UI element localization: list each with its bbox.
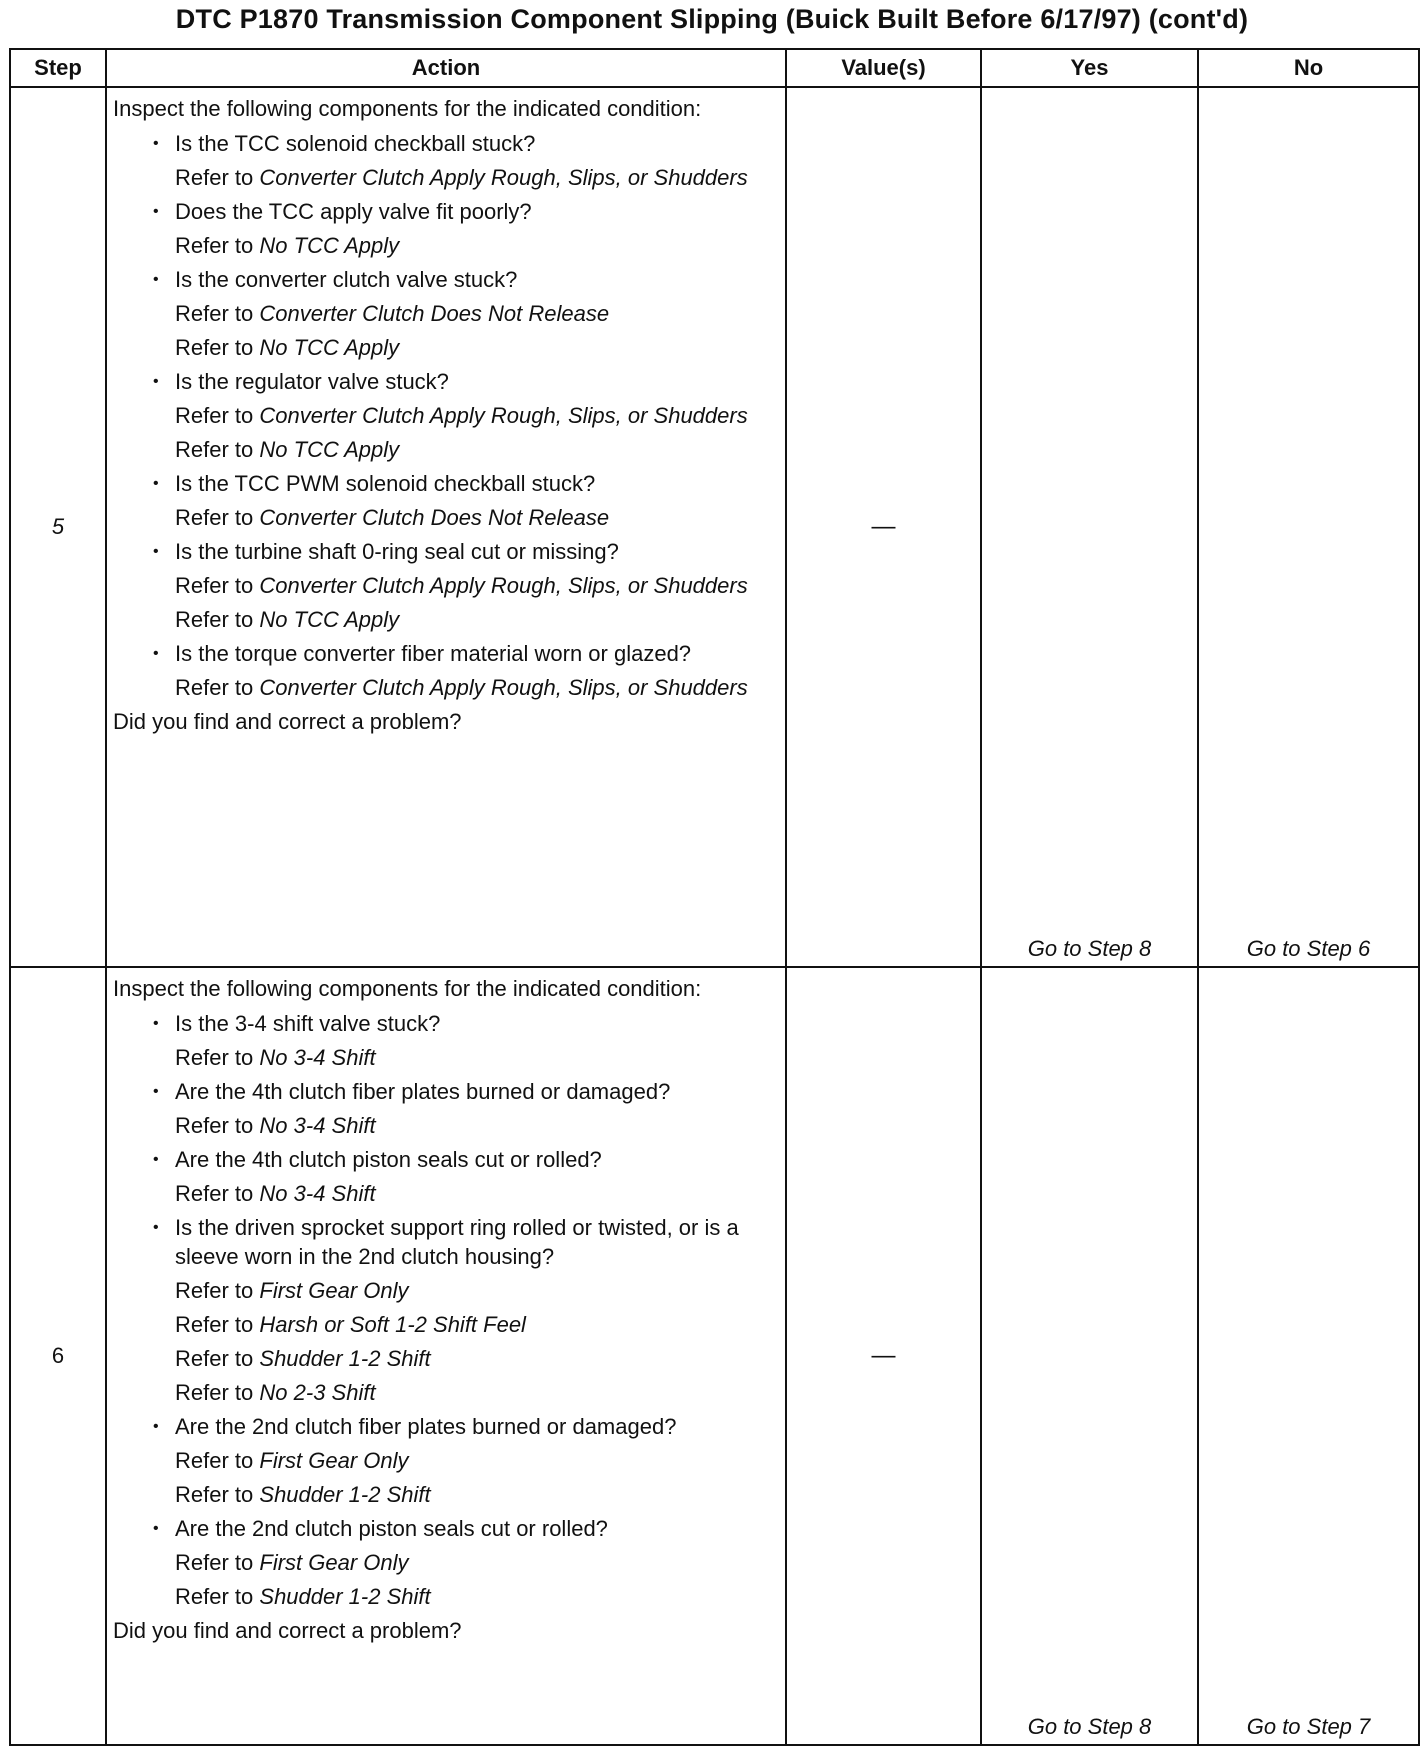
check-question: [113, 367, 779, 396]
final-question: Did you find and correct a problem?: [113, 709, 462, 734]
action-cell: [106, 967, 786, 1745]
reference-target: Shudder 1-2 Shift: [259, 1584, 431, 1609]
question-text: Is the driven sprocket support ring rolled or twisted, or is a sleeve worn in the 2nd clutch housing?: [175, 1215, 739, 1269]
action-content: [107, 968, 785, 1649]
reference-line: [113, 1480, 779, 1509]
check-question: [113, 537, 779, 566]
question-text: Are the 4th clutch fiber plates burned or damaged?: [175, 1079, 671, 1104]
refer-to-label: Refer to: [175, 1482, 254, 1507]
check-question: [113, 639, 779, 668]
question-text: Is the converter clutch valve stuck?: [175, 267, 518, 292]
refer-to-label: Refer to: [175, 1113, 254, 1138]
reference-target: No 3-4 Shift: [259, 1045, 376, 1070]
refer-to-label: Refer to: [175, 505, 254, 530]
diagnostic-table: [9, 48, 1420, 1746]
question-text: Is the regulator valve stuck?: [175, 369, 449, 394]
reference-line: [113, 503, 779, 532]
reference-line: [113, 1043, 779, 1072]
bullet-icon: •: [153, 1520, 159, 1537]
reference-line: [113, 673, 779, 702]
refer-to-label: Refer to: [175, 573, 254, 598]
check-question: [113, 1077, 779, 1106]
question-text: Is the 3-4 shift valve stuck?: [175, 1011, 441, 1036]
bullet-icon: •: [153, 1015, 159, 1032]
step-row-5: [10, 87, 1419, 967]
no-goto: Go to Step 7: [1246, 1714, 1371, 1739]
reference-line: [113, 1111, 779, 1140]
reference-line: [113, 231, 779, 260]
reference-line: [113, 1446, 779, 1475]
bullet-icon: •: [153, 1083, 159, 1100]
action-cell: [106, 87, 786, 967]
step-header: Step: [10, 49, 106, 87]
bullet-icon: •: [153, 271, 159, 288]
action-content: [107, 88, 785, 740]
bullet-icon: •: [153, 475, 159, 492]
bullet-icon: •: [153, 1219, 159, 1236]
refer-to-label: Refer to: [175, 1181, 254, 1206]
reference-target: First Gear Only: [259, 1278, 409, 1303]
check-question: [113, 197, 779, 226]
reference-target: Converter Clutch Apply Rough, Slips, or Shudders: [259, 165, 748, 190]
refer-to-label: Refer to: [175, 1278, 254, 1303]
reference-line: [113, 435, 779, 464]
reference-target: Converter Clutch Apply Rough, Slips, or Shudders: [259, 403, 748, 428]
intro-text: Inspect the following components for the indicated condition:: [113, 976, 702, 1001]
reference-line: [113, 605, 779, 634]
reference-target: No 3-4 Shift: [259, 1113, 376, 1138]
step-row-6: [10, 967, 1419, 1745]
yes-goto: Go to Step 8: [1027, 936, 1152, 961]
bullet-icon: •: [153, 543, 159, 560]
refer-to-label: Refer to: [175, 1550, 254, 1575]
step-number: 5: [10, 87, 106, 967]
refer-to-label: Refer to: [175, 1380, 254, 1405]
refer-to-label: Refer to: [175, 1448, 254, 1473]
reference-target: First Gear Only: [259, 1550, 409, 1575]
check-question: [113, 265, 779, 294]
reference-line: [113, 1344, 779, 1373]
question-text: Is the turbine shaft 0-ring seal cut or missing?: [175, 539, 619, 564]
bullet-icon: •: [153, 1418, 159, 1435]
value-cell: —: [786, 967, 981, 1745]
check-question: [113, 1514, 779, 1543]
reference-target: Converter Clutch Apply Rough, Slips, or Shudders: [259, 675, 748, 700]
intro-text: Inspect the following components for the indicated condition:: [113, 96, 702, 121]
no-cell: [1198, 967, 1419, 1745]
check-question: [113, 1412, 779, 1441]
refer-to-label: Refer to: [175, 301, 254, 326]
reference-line: [113, 1276, 779, 1305]
refer-to-label: Refer to: [175, 437, 254, 462]
reference-target: No TCC Apply: [259, 233, 400, 258]
reference-target: No 2-3 Shift: [259, 1380, 376, 1405]
reference-target: Harsh or Soft 1-2 Shift Feel: [259, 1312, 526, 1337]
check-question: [113, 1213, 779, 1271]
question-text: Are the 2nd clutch fiber plates burned or damaged?: [175, 1414, 677, 1439]
bullet-icon: •: [153, 373, 159, 390]
reference-line: [113, 571, 779, 600]
no-goto: Go to Step 6: [1246, 936, 1371, 961]
reference-target: No TCC Apply: [259, 607, 400, 632]
check-question: [113, 129, 779, 158]
reference-line: [113, 1179, 779, 1208]
yes-cell: [981, 87, 1198, 967]
reference-target: No TCC Apply: [259, 335, 400, 360]
yes-cell: [981, 967, 1198, 1745]
question-text: Is the TCC solenoid checkball stuck?: [175, 131, 536, 156]
refer-to-label: Refer to: [175, 607, 254, 632]
action-header: Action: [106, 49, 786, 87]
question-text: Does the TCC apply valve fit poorly?: [175, 199, 532, 224]
reference-line: [113, 401, 779, 430]
no-header: No: [1198, 49, 1419, 87]
reference-line: [113, 1548, 779, 1577]
no-cell: [1198, 87, 1419, 967]
final-question: Did you find and correct a problem?: [113, 1618, 462, 1643]
check-question: [113, 469, 779, 498]
header-row: [10, 49, 1419, 87]
refer-to-label: Refer to: [175, 1312, 254, 1337]
values-header: Value(s): [786, 49, 981, 87]
value-cell: —: [786, 87, 981, 967]
question-text: Are the 4th clutch piston seals cut or rolled?: [175, 1147, 602, 1172]
refer-to-label: Refer to: [175, 1045, 254, 1070]
refer-to-label: Refer to: [175, 1346, 254, 1371]
reference-target: Converter Clutch Does Not Release: [259, 505, 610, 530]
reference-target: First Gear Only: [259, 1448, 409, 1473]
step-number: 6: [10, 967, 106, 1745]
reference-target: Shudder 1-2 Shift: [259, 1346, 431, 1371]
refer-to-label: Refer to: [175, 335, 254, 360]
refer-to-label: Refer to: [175, 165, 254, 190]
bullet-icon: •: [153, 203, 159, 220]
page-title: DTC P1870 Transmission Component Slipping (Buick Built Before 6/17/97) (cont'd): [175, 4, 1249, 34]
refer-to-label: Refer to: [175, 403, 254, 428]
reference-line: [113, 333, 779, 362]
reference-line: [113, 1310, 779, 1339]
check-question: [113, 1145, 779, 1174]
reference-target: Converter Clutch Does Not Release: [259, 301, 610, 326]
reference-line: [113, 299, 779, 328]
refer-to-label: Refer to: [175, 233, 254, 258]
bullet-icon: •: [153, 1151, 159, 1168]
check-question: [113, 1009, 779, 1038]
reference-line: [113, 163, 779, 192]
reference-target: No 3-4 Shift: [259, 1181, 376, 1206]
question-text: Are the 2nd clutch piston seals cut or rolled?: [175, 1516, 608, 1541]
reference-target: No TCC Apply: [259, 437, 400, 462]
question-text: Is the torque converter fiber material worn or glazed?: [175, 641, 692, 666]
reference-target: Shudder 1-2 Shift: [259, 1482, 431, 1507]
yes-header: Yes: [981, 49, 1198, 87]
reference-line: [113, 1378, 779, 1407]
refer-to-label: Refer to: [175, 675, 254, 700]
refer-to-label: Refer to: [175, 1584, 254, 1609]
reference-target: Converter Clutch Apply Rough, Slips, or Shudders: [259, 573, 748, 598]
reference-line: [113, 1582, 779, 1611]
yes-goto: Go to Step 8: [1027, 1714, 1152, 1739]
question-text: Is the TCC PWM solenoid checkball stuck?: [175, 471, 596, 496]
bullet-icon: •: [153, 645, 159, 662]
bullet-icon: •: [153, 135, 159, 152]
